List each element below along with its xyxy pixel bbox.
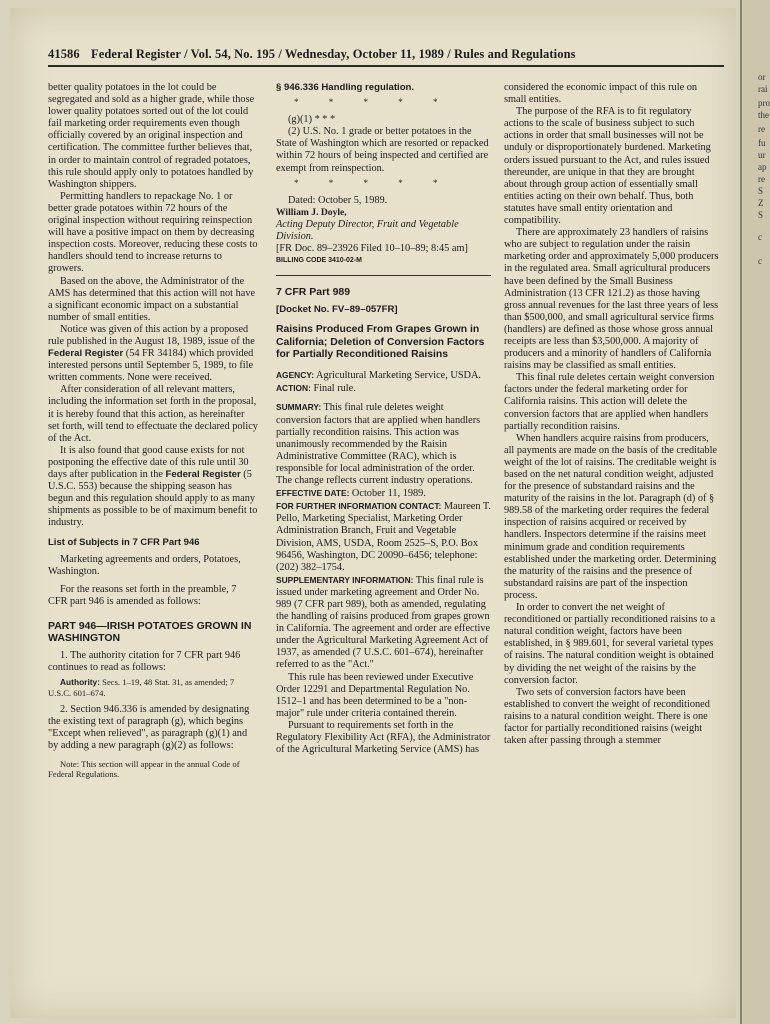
federal-register-name: Federal Register [165, 469, 241, 480]
running-header [48, 47, 724, 62]
facing-page-fragment: the [758, 110, 769, 120]
column-3 [504, 82, 719, 747]
text-run: October 11, 1989. [349, 488, 426, 500]
part-heading: PART 946—IRISH POTATOES GROWN IN WASHINGTON [48, 619, 252, 644]
facing-page-fragment: S [758, 210, 764, 220]
signer-title: Acting Deputy Director, Fruit and Vegetable Division. [276, 218, 459, 243]
paragraph: Pursuant to requirements set forth in the Regulatory Flexibility Act (RFA), the Administrator of the Agricultural Marketing Service (AMS) has [276, 719, 491, 756]
contact-label: FOR FURTHER INFORMATION CONTACT: [276, 501, 442, 512]
dated-line: Dated: October 5, 1989. [288, 194, 388, 206]
text-run: Secs. 1–19, 48 Stat. 31, as amended; 7 U.S.C. 601–674. [48, 677, 235, 698]
paragraph: When handlers acquire raisins from producers, all payments are made on the basis of the creditable weight of the lot of raisins. The creditable weight is based on the net natural condition weight, adjusted for the presence of substandard raisins and the maturity of the raisins in the lot. Paragraph (d) of § 989.58 of the marketing order requires the federal inspection of raisins acquired or received by handlers. Inspectors determine if the raisins meet minimum grade and condition requirements established under the marketing order. Determining the maturity of the raisins and the presence of substandard raisins are part of the inspection process. [504, 432, 718, 601]
facing-page-fragment: ur [758, 150, 766, 160]
billing-code: BILLING CODE 3410-02-M [276, 257, 362, 265]
supplementary-label: SUPPLEMENTARY INFORMATION: [276, 574, 414, 585]
authority-citation [48, 677, 258, 698]
facing-page-fragment: Z [758, 198, 764, 208]
amendment-instruction: 2. Section 946.336 is amended by designating the existing text of paragraph (g), which begins "Except when relieved", as paragraph (g)(1) and by adding a new paragraph (g)(2) as follows: [48, 704, 250, 752]
contact-info [276, 500, 491, 574]
rule-title: Raisins Produced From Grapes Grown in California; Deletion of Conversion Factors for Partially Reconditioned Raisins [276, 324, 485, 360]
text-run: (5 U.S.C. 553) because the shipping season has begun and this regulation should apply to as many shipments as possible to be of maximum benefit to industry. [48, 469, 258, 529]
header-rule [48, 65, 724, 67]
text-run: Maureen T. Pello, Marketing Specialist, Marketing Order Administration Branch, Fruit and Vegetable Division, AMS, USDA, Room 2525–S, P.O. Box 96456, Washington, DC 20090–6456; telephone: (202) 382–1754. [276, 501, 491, 573]
paragraph: Two sets of conversion factors have been established to convert the weight of reconditioned raisins to a natural condition weight. There is one factor for partially reconditioned raisins (weight taken after passing through a stemmer [504, 686, 710, 747]
facing-page-fragment: re [758, 124, 765, 134]
paragraph: (g)(1) * * * [288, 114, 336, 126]
docket-number: [Docket No. FV–89–057FR] [276, 304, 398, 316]
paragraph: After consideration of all relevant matters, including the information set forth in the proposal, it is hereby found that this action, as hereinafter set forth, will tend to effectuate the declared policy of the Act. [48, 384, 258, 444]
facing-page-fragment: rai [758, 84, 768, 94]
authority-label: Authority: [60, 677, 101, 688]
paragraph: better quality potatoes in the lot could be segregated and sold as a higher grade, while those lower quality potatoes sorted out of the lot could fail marketing order requirements even though officially covered by an original inspection and certification. The committee further believes that, in order to maintain control of regraded potatoes, this rule should apply only to potatoes handled by Washington shippers. [48, 82, 255, 190]
action-line [276, 382, 491, 395]
facing-page-fragment: ap [758, 162, 767, 172]
paragraph: considered the economic impact of this rule on small entities. [504, 82, 698, 106]
text-run: Agricultural Marketing Service, USDA. [314, 370, 482, 382]
facing-page-fragment: S [758, 186, 764, 196]
facing-page-fragment: c [758, 256, 762, 266]
amendment-instruction: 1. The authority citation for 7 CFR part 946 continues to read as follows: [48, 649, 241, 674]
paragraph: This final rule deletes certain weight conversion factors under the federal marketing order for California raisins. This action will delete the conversion factors that are applied when handlers partially recondition raisins. [504, 372, 715, 432]
running-head-text: Federal Register / Vol. 54, No. 195 / Wednesday, October 11, 1989 / Rules and Regulations [90, 47, 576, 61]
facing-page-fragment: c [758, 232, 762, 242]
summary [276, 401, 491, 487]
federal-register-name: Federal Register [48, 348, 124, 360]
agency-line [276, 369, 491, 382]
ellipsis-stars: * * * * * [294, 97, 452, 108]
agency-label: AGENCY: [276, 370, 314, 381]
fr-doc-line: [FR Doc. 89–23926 Filed 10–10–89; 8:45 am] [276, 243, 468, 255]
ellipsis-stars: * * * * * [294, 177, 452, 188]
page-number: 41586 [48, 47, 80, 61]
paragraph: (2) U.S. No. 1 grade or better potatoes in the State of Washington which are resorted or repacked within 72 hours of being inspected and certified are exempt from reinspection. [276, 126, 489, 174]
paragraph: The purpose of the RFA is to fit regulatory actions to the scale of business subject to such actions in order that small businesses will not be unduly or disproportionately burdened. Marketing orders issued pursuant to the Act, and rules issued thereunder, are unique in that they are brought about through group action of essentially small entities acting on their own behalf. Thus, both statutes have small entity orientation and compatibility. [504, 106, 711, 227]
note: Note: This section will appear in the annual Code of Federal Regulations. [48, 758, 240, 779]
action-label: ACTION: [276, 383, 311, 394]
paragraph: For the reasons set forth in the preamble, 7 CFR part 946 is amended as follows: [48, 583, 237, 607]
cfr-part-heading: 7 CFR Part 989 [276, 286, 351, 299]
effective-date-label: EFFECTIVE DATE: [276, 488, 350, 499]
text-run: Final rule. [310, 383, 356, 395]
column-2 [276, 82, 491, 756]
paragraph: In order to convert the net weight of reconditioned or partially reconditioned raisins to a natural condition weight, factors have been established, in § 989.601, for several varietal types of raisins. The natural condition weight is obtained by dividing the net weight of the raisins by the conversion factor. [504, 602, 716, 686]
signer-name: William J. Doyle, [276, 206, 347, 218]
text-run: (54 FR 34184) which provided interested persons until September 5, 1989, to file written comments. None were received. [48, 348, 254, 384]
section-divider [276, 275, 491, 276]
paragraph: This rule has been reviewed under Executive Order 12291 and Departmental Regulation No. 1512–1 and has been determined to be a "non-major" rule under criteria contained therein. [276, 671, 474, 719]
effective-date [276, 487, 491, 500]
paragraph [48, 324, 258, 384]
text-run: Notice was given of this action by a proposed rule published in the August 18, 1989, issue of the [48, 323, 255, 347]
facing-page-fragment: pro [758, 98, 770, 108]
facing-page-fragment: fu [758, 138, 766, 148]
summary-label: SUMMARY: [276, 402, 322, 413]
section-heading: § 946.336 Handling regulation. [276, 82, 415, 93]
paragraph: Permitting handlers to repackage No. 1 or better grade potatoes within 72 hours of the original inspection without requiring reinspection will have a positive impact on them by decreasing inspection costs. Moreover, reducing these costs to handlers should tend to increase returns to growers. [48, 190, 258, 275]
supplementary-info [276, 574, 491, 672]
paragraph [48, 445, 258, 530]
subjects-heading: List of Subjects in 7 CFR Part 946 [48, 537, 200, 549]
text-run: This final rule deletes weight conversion factors that are applied when handlers partially recondition raisins. This action was unanimously recommended by the Raisin Administrative Committee (RAC), which is responsible for local administration of the order. The change reflects current industry operations. [276, 402, 481, 487]
facing-page-edge [740, 0, 770, 1024]
facing-page-fragment: re [758, 174, 765, 184]
column-1 [48, 82, 258, 780]
text-run: This final rule is issued under marketing agreement and Order No. 989 (7 CFR part 989), both as amended, regulating the handling of raisins produced from grapes grown in California. The agreement and order are effective under the Agricultural Marketing Agreement Act of 1937, as amended (7 U.S.C. 601–674), hereinafter referred to as the "Act." [276, 574, 491, 671]
text-run: It is also found that good cause exists for not postponing the effective date of this rule until 30 days after publication in the [48, 444, 249, 480]
paragraph: Based on the above, the Administrator of the AMS has determined that this action will not have a significant economic impact on a substantial number of small entities. [48, 275, 256, 323]
facing-page-fragment: or [758, 72, 766, 82]
subjects-list: Marketing agreements and orders, Potatoes, Washington. [48, 553, 241, 577]
paragraph: There are approximately 23 handlers of raisins who are subject to regulation under the raisin marketing order and approximately 5,000 producers in the regulated area. Small agricultural producers have been defined by the Small Business Administration (13 CFR 121.2) as those having gross annual revenues for the last three years of less than $500,000, and small agricultural service firms (handlers) are defined as those whose gross annual receipts are less than $3,500,000. A majority of producers and a minority of handlers of California raisins may be classified as small entities. [504, 227, 719, 372]
